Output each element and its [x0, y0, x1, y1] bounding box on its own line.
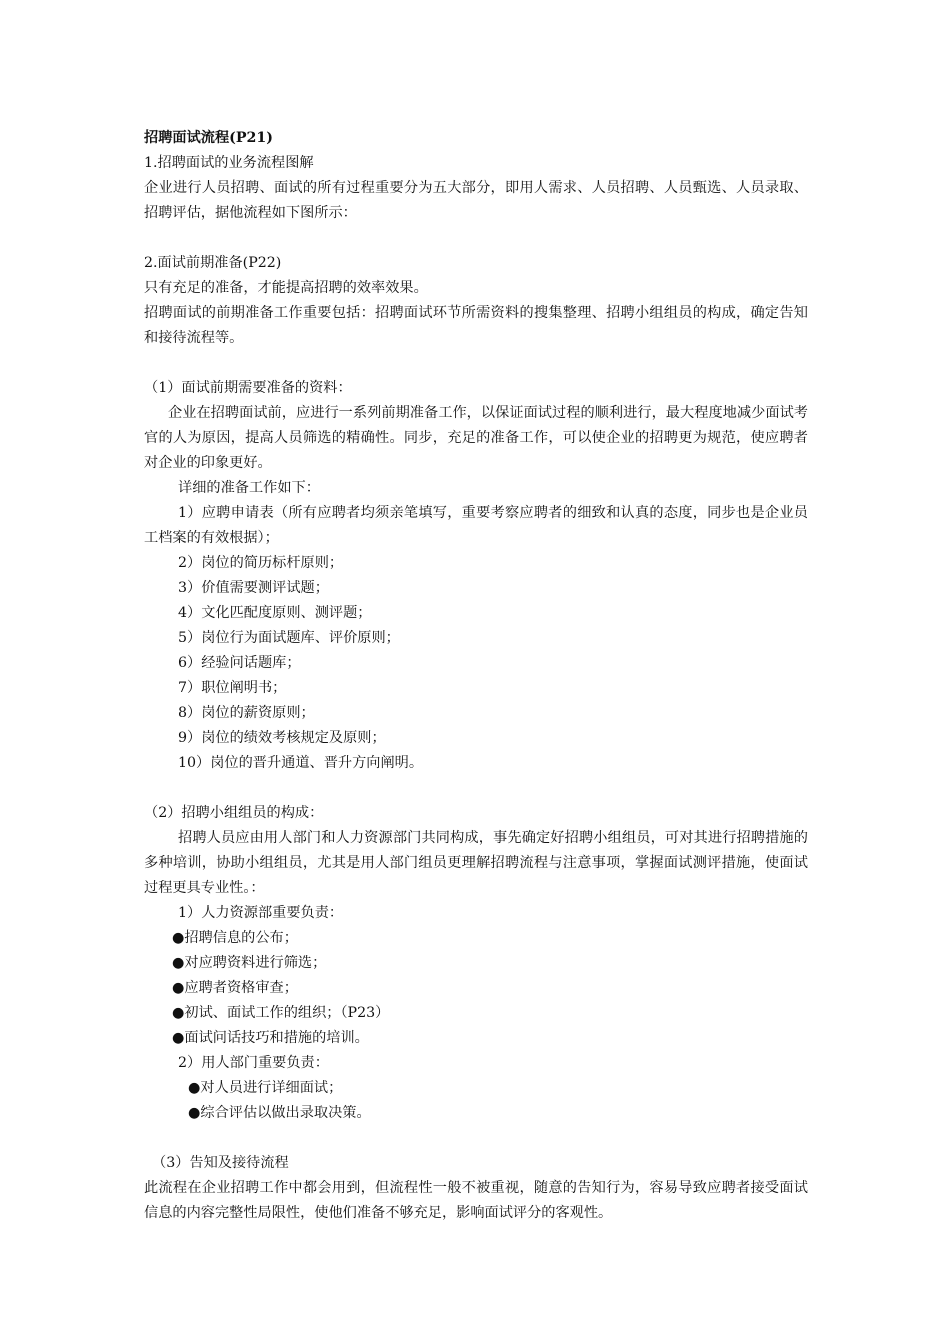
part-2-hr-item: ●初试、面试工作的组织；（P23） — [172, 1005, 390, 1021]
part-1-detail-intro: 详细的准备工作如下： — [178, 480, 320, 496]
spacer — [144, 776, 808, 801]
part-1-list-item: 4）文化匹配度原则、测评题； — [178, 605, 372, 621]
document-page — [144, 126, 808, 1226]
section-2-line: 只有充足的准备，才能提高招聘的效率效果。 — [144, 280, 428, 296]
part-1-heading: （1）面试前期需要准备的资料： — [144, 380, 352, 396]
section-1-paragraph: 企业进行人员招聘、面试的所有过程重要分为五大部分，即用人需求、人员招聘、人员甄选、人员录取、招聘评估，据他流程如下图所示： — [144, 180, 808, 221]
section-2-paragraph: 招聘面试的前期准备工作重要包括：招聘面试环节所需资料的搜集整理、招聘小组组员的构成，确定告知和接待流程等。 — [144, 305, 808, 346]
part-1-list-item: 2）岗位的简历标杆原则； — [178, 555, 344, 571]
document-title: 招聘面试流程(P21) — [144, 130, 273, 146]
part-1-list-item: 7）职位阐明书； — [178, 680, 287, 696]
part-1-list-item: 6）经验问话题库； — [178, 655, 301, 671]
part-3-heading: （3）告知及接待流程 — [152, 1155, 289, 1171]
part-1-list-item: 5）岗位行为面试题库、评价原则； — [178, 630, 400, 646]
part-1-paragraph: 企业在招聘面试前，应进行一系列前期准备工作，以保证面试过程的顺利进行，最大程度地减少面试考官的人为原因，提高人员筛选的精确性。同步，充足的准备工作，可以使企业的招聘更为规范，使应聘者对企业的印象更好。 — [144, 405, 808, 471]
section-2-heading: 2.面试前期准备(P22) — [144, 255, 282, 271]
part-3-paragraph: 此流程在企业招聘工作中都会用到，但流程性一般不被重视，随意的告知行为，容易导致应聘者接受面试信息的内容完整性局限性，使他们准备不够充足，影响面试评分的客观性。 — [144, 1180, 808, 1221]
part-1-list-item: 8）岗位的薪资原则； — [178, 705, 315, 721]
spacer — [144, 1126, 808, 1151]
part-1-list-item: 9）岗位的绩效考核规定及原则； — [178, 730, 386, 746]
part-2-hr-item: ●对应聘资料进行筛选； — [172, 955, 327, 971]
part-1-list-item: 3）价值需要测评试题； — [178, 580, 329, 596]
part-1-list-item: 1）应聘申请表（所有应聘者均须亲笔填写，重要考察应聘者的细致和认真的态度，同步也是企业员工档案的有效根据）； — [144, 505, 808, 546]
part-2-paragraph: 招聘人员应由用人部门和人力资源部门共同构成，事先确定好招聘小组组员，可对其进行招聘措施的多种培训，协助小组组员，尤其是用人部门组员更理解招聘流程与注意事项，掌握面试测评措施，使面试过程更具专业性。： — [144, 830, 808, 896]
part-2-hr-item: ●招聘信息的公布； — [172, 930, 298, 946]
part-2-dept-heading: 2）用人部门重要负责： — [178, 1055, 329, 1071]
part-2-hr-item: ●应聘者资格审查； — [172, 980, 298, 996]
spacer — [144, 226, 808, 251]
part-2-dept-item: ●综合评估以做出录取决策。 — [188, 1105, 371, 1121]
part-2-heading: （2）招聘小组组员的构成： — [144, 805, 324, 821]
section-1-heading: 1.招聘面试的业务流程图解 — [144, 155, 314, 171]
part-1-list-item: 10）岗位的晋升通道、晋升方向阐明。 — [178, 755, 424, 771]
part-2-hr-heading: 1）人力资源部重要负责： — [178, 905, 344, 921]
part-2-dept-item: ●对人员进行详细面试； — [188, 1080, 343, 1096]
part-2-hr-item: ●面试问话技巧和措施的培训。 — [172, 1030, 369, 1046]
spacer — [144, 351, 808, 376]
